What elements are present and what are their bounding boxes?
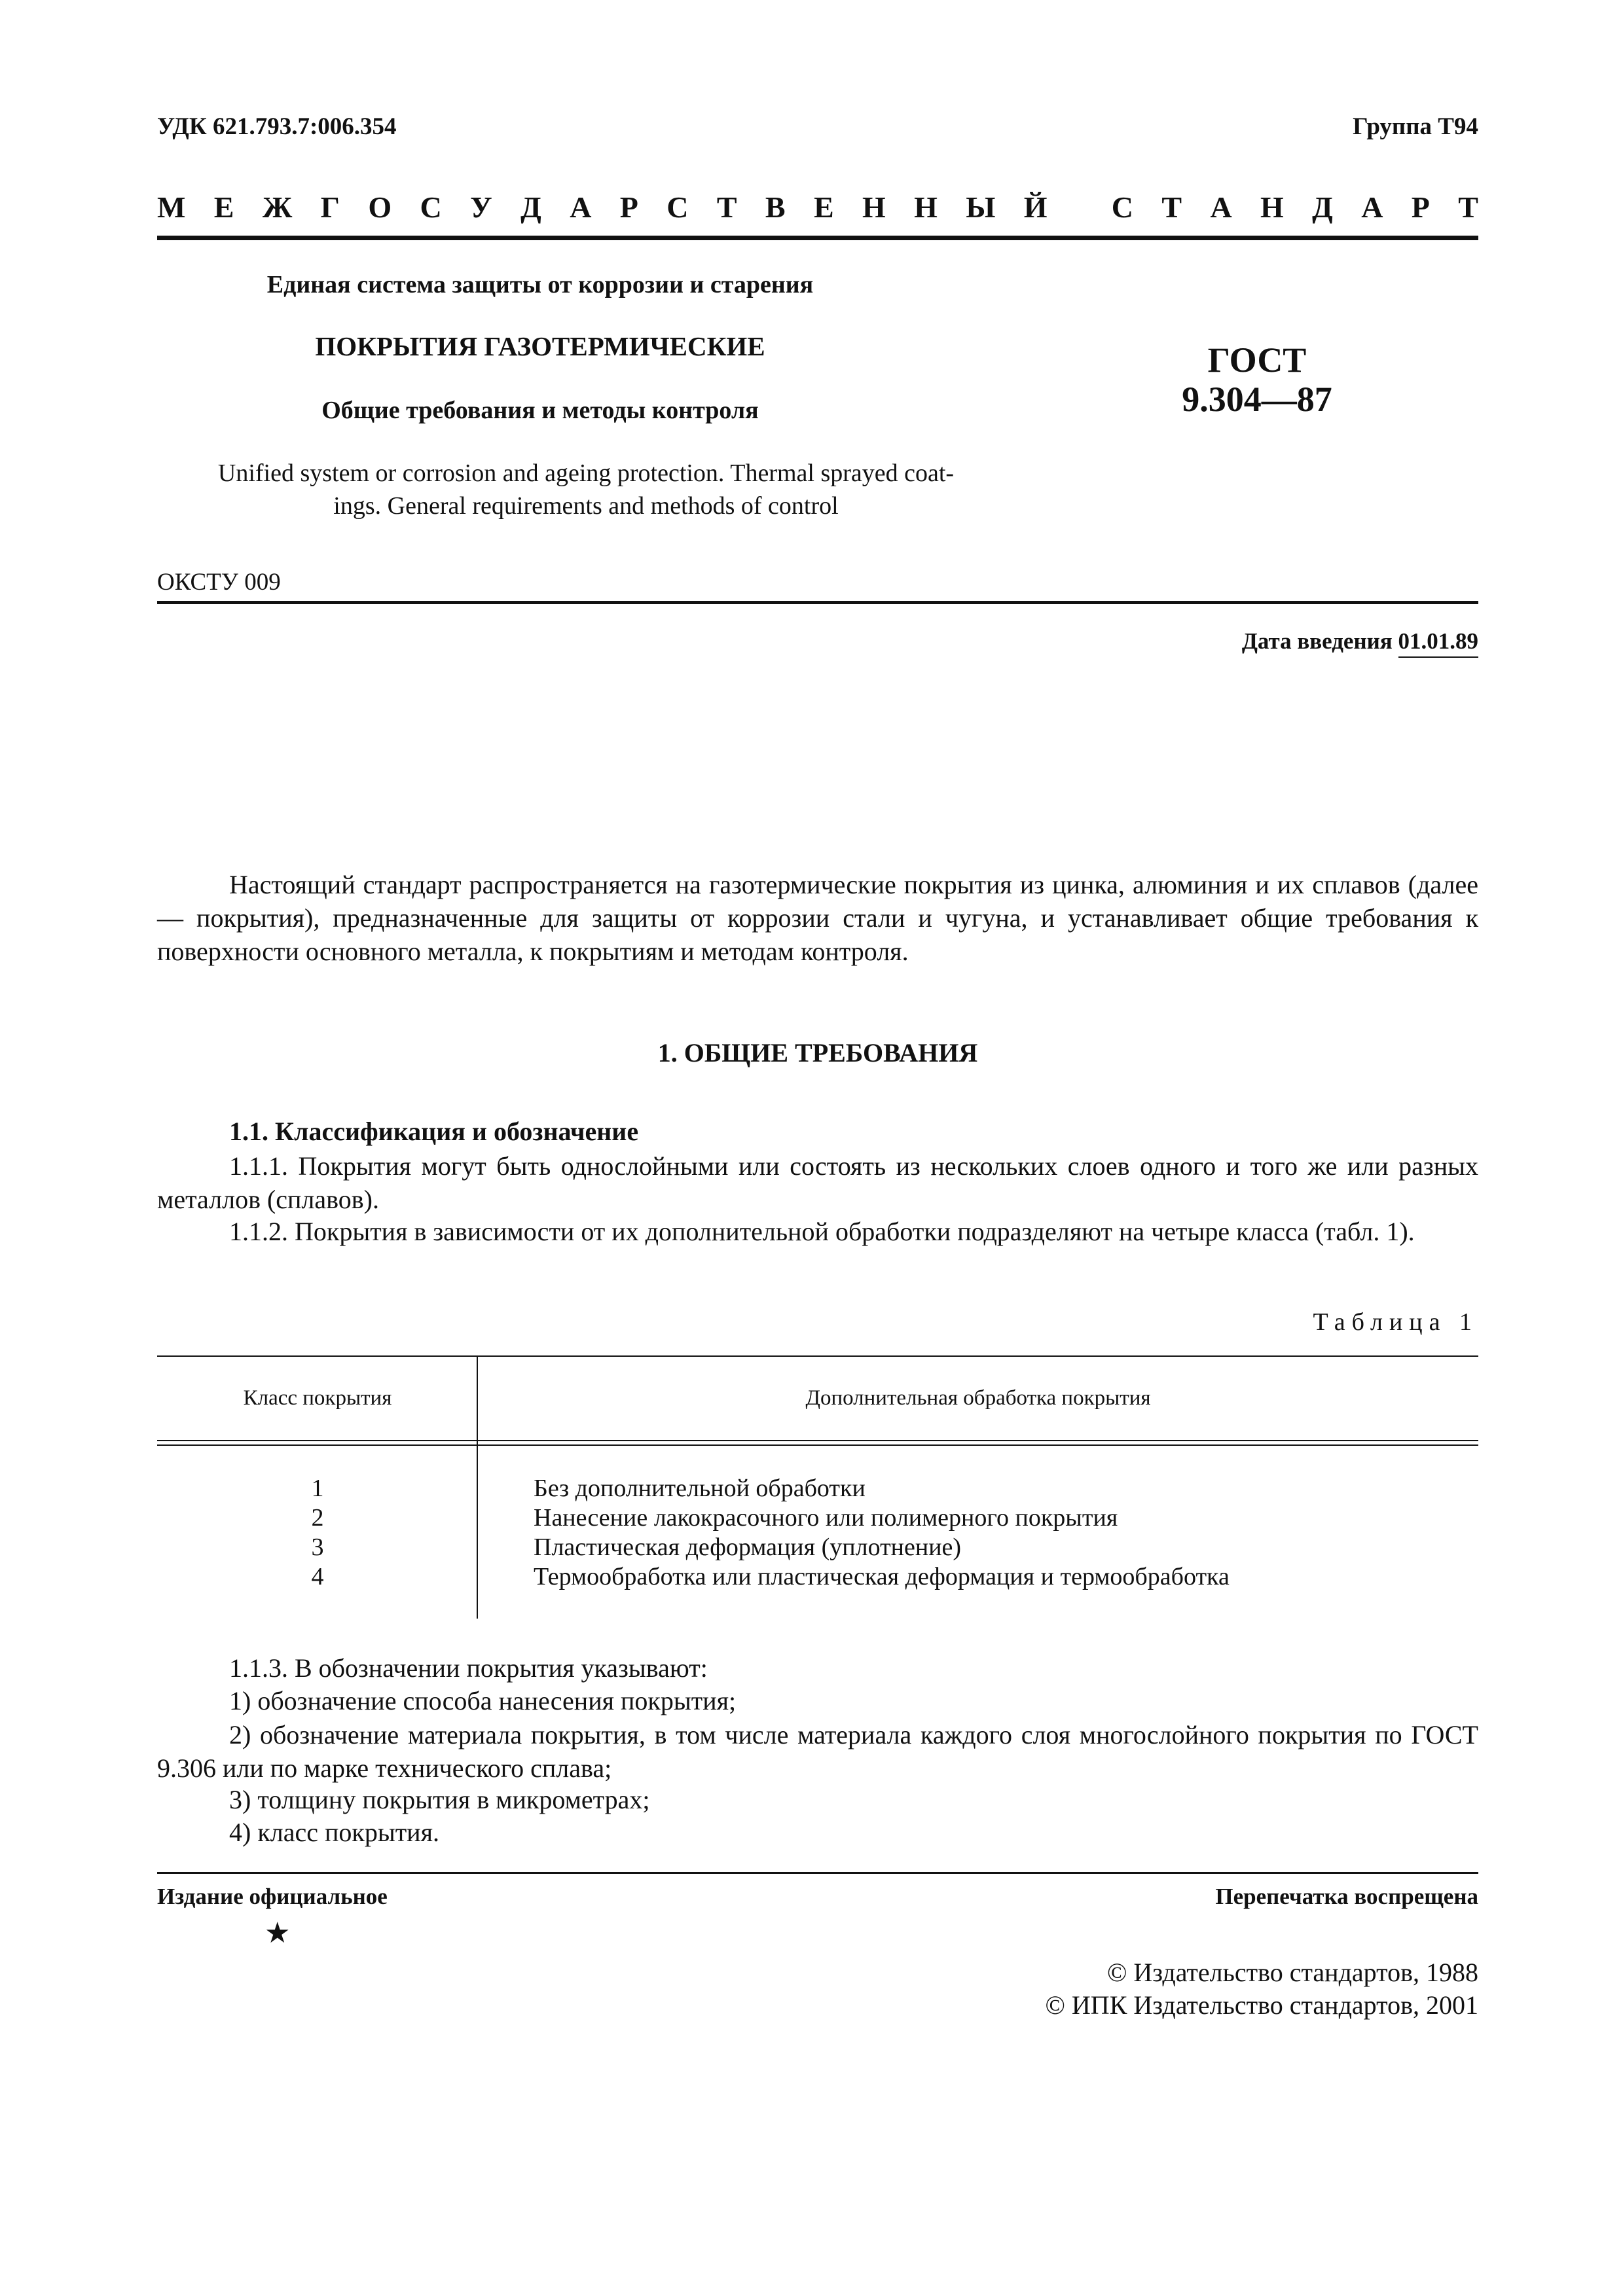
class-cell: 3 (311, 1534, 324, 1561)
paragraph-1-1-1: 1.1.1. Покрытия могут быть однослойными или состоять из нескольких слоев одного и того же или разных металлов (сплавов). (157, 1151, 1478, 1214)
banner-letter: Е (213, 190, 234, 224)
banner-rule (157, 236, 1478, 240)
date-label: Дата введения (1241, 628, 1393, 654)
list-item: 3) толщину покрытия в микрометрах; (229, 1785, 650, 1814)
intro-paragraph: Настоящий стандарт распространяется на газотермические покрытия из цинка, алюминия и их сплавов (далее — покрытия), предназначенные для защиты от коррозии стали и чугуна, и устанавливает общие требования к поверхности основного металла, к покрытиям и методам контроля. (157, 870, 1478, 966)
banner-letter: Н (862, 190, 886, 224)
banner-letter: Р (619, 190, 638, 224)
banner-gap (1076, 190, 1084, 224)
treatment-cell: Нанесение лакокрасочного или полимерного покрытия (534, 1504, 1118, 1532)
english-title-line: ings. General requirements and methods of control (333, 492, 839, 520)
title-rule (157, 601, 1478, 604)
gost-number: 9.304—87 (1182, 380, 1332, 419)
document-title: ПОКРЫТИЯ ГАЗОТЕРМИЧЕСКИЕ (315, 331, 765, 361)
class-cell: 4 (311, 1563, 324, 1590)
series-title: Единая система защиты от коррозии и старения (266, 271, 814, 298)
banner-letter: Т (1161, 190, 1182, 224)
banner-letter: Е (813, 190, 834, 224)
table-top-rule (157, 1355, 1478, 1357)
class-cell: 2 (311, 1504, 324, 1532)
gost-designation (1080, 340, 1434, 419)
banner-letter: О (368, 190, 392, 224)
banner-letter: Г (320, 190, 340, 224)
banner-letter: А (1210, 190, 1232, 224)
reprint-note: Перепечатка воспрещена (1215, 1884, 1478, 1909)
english-title-line: Unified system or corrosion and ageing protection. Thermal sprayed coat- (217, 459, 955, 487)
date-value: 01.01.89 (1398, 628, 1479, 658)
table-header-rule (157, 1440, 1478, 1441)
subsection-heading: 1.1. Классификация и обозначение (229, 1117, 639, 1146)
table-caption: Таблица 1 (1313, 1308, 1478, 1336)
document-subtitle: Общие требования и методы контроля (321, 397, 759, 424)
banner-letter: Й (1023, 190, 1048, 224)
section-heading: 1. ОБЩИЕ ТРЕБОВАНИЯ (657, 1038, 978, 1067)
banner-letter: Т (1458, 190, 1478, 224)
treatment-cell: Без дополнительной обработки (534, 1475, 866, 1502)
paragraph-1-1-3: 1.1.3. В обозначении покрытия указывают: (229, 1653, 708, 1683)
table-header-rule-double (157, 1444, 1478, 1446)
paragraph-1-1-2: 1.1.2. Покрытия в зависимости от их дополнительной обработки подразделяют на четыре класса (табл. 1). (229, 1217, 1415, 1246)
copyright-line: © Издательство стандартов, 1988 (1106, 1958, 1478, 1987)
footer-rule (157, 1872, 1478, 1874)
banner-letter: М (157, 190, 186, 224)
banner-letter: В (765, 190, 786, 224)
banner-letter: Р (1411, 190, 1430, 224)
udc-code: УДК 621.793.7:006.354 (157, 113, 397, 140)
banner-letter: Д (520, 190, 541, 224)
banner-letter: У (470, 190, 492, 224)
table-header-class: Класс покрытия (243, 1386, 392, 1410)
banner-letter: С (420, 190, 442, 224)
banner-letter: Д (1312, 190, 1333, 224)
oksty-code: ОКСТУ 009 (157, 569, 281, 596)
banner-letter: Ж (262, 190, 293, 224)
edition-note: Издание официальное (157, 1884, 388, 1909)
group-code: Группа Т94 (1353, 113, 1478, 140)
standard-banner (157, 190, 1478, 224)
gost-label: ГОСТ (1207, 340, 1307, 380)
banner-letter: С (1111, 190, 1134, 224)
english-title (164, 457, 1008, 522)
treatment-cell: Пластическая деформация (уплотнение) (534, 1534, 962, 1561)
introduction-date (1242, 628, 1478, 655)
banner-letter: Н (914, 190, 938, 224)
star-icon: ★ (264, 1917, 291, 1949)
banner-letter: А (570, 190, 592, 224)
banner-letter: А (1361, 190, 1383, 224)
list-item: 1) обозначение способа нанесения покрытия; (229, 1686, 737, 1715)
list-item: 2) обозначение материала покрытия, в том числе материала каждого слоя многослойного покрытия по ГОСТ 9.306 или по марке технического сплава; (157, 1720, 1478, 1783)
copyright-line: © ИПК Издательство стандартов, 2001 (1045, 1990, 1478, 2020)
banner-letter: С (666, 190, 689, 224)
banner-letter: Н (1260, 190, 1284, 224)
banner-letter: Ы (966, 190, 996, 224)
table-header-treatment: Дополнительная обработка покрытия (805, 1386, 1151, 1410)
treatment-cell: Термообработка или пластическая деформация и термообработка (534, 1563, 1230, 1590)
class-cell: 1 (311, 1475, 324, 1502)
banner-letter: Т (716, 190, 737, 224)
list-item: 4) класс покрытия. (229, 1818, 439, 1847)
